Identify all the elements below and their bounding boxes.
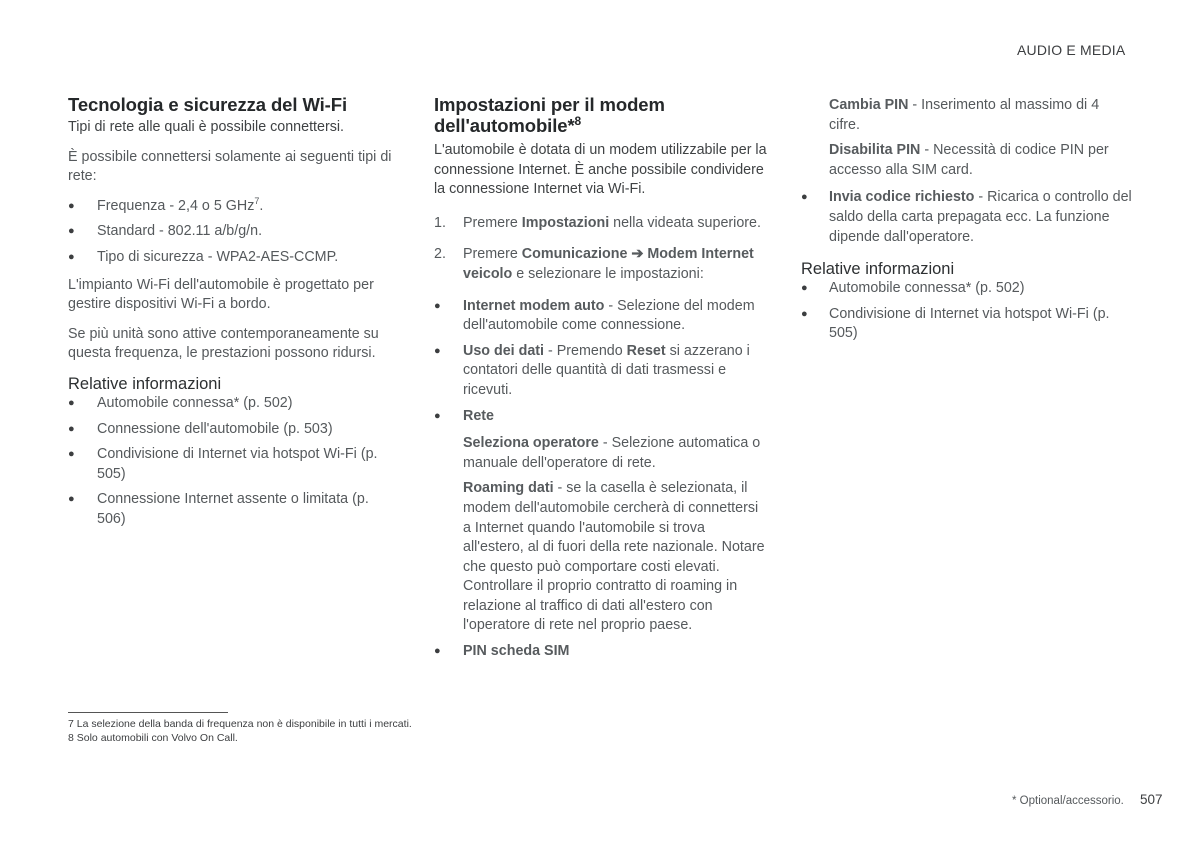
section-header: AUDIO E MEDIA	[1017, 42, 1126, 58]
network-types-list	[68, 197, 400, 268]
frequency-tail: .	[259, 197, 264, 214]
page-number: 507	[1140, 792, 1163, 807]
list-item	[68, 222, 400, 242]
related-info-list	[801, 279, 1133, 344]
footnote-8: 8 Solo automobili con Volvo On Call.	[68, 732, 238, 744]
step-number: 1.	[434, 214, 446, 231]
bullet-dot-icon: ●	[68, 396, 75, 409]
related-link[interactable]: ● Condivisione di Internet via hotspot Wi-Fi (p. 505)	[68, 446, 378, 482]
related-link[interactable]: ● Connessione Internet assente o limitata (p. 506)	[68, 491, 369, 527]
list-item: ● Uso dei dati - Premendo Reset si azzerano i contatori delle quantità di dati trasmessi e ricevuti.	[434, 342, 750, 398]
bullet-dot-icon: ●	[68, 422, 75, 435]
list-item	[68, 248, 400, 268]
settings-label: Impostazioni	[521, 214, 610, 231]
list-item	[68, 197, 400, 217]
list-item: ● Rete	[434, 407, 768, 427]
footnote-divider	[68, 712, 228, 713]
security-type-text: Tipo di sicurezza - WPA2-AES-CCMP.	[97, 248, 339, 265]
list-item: ● Invia codice richiesto - Ricarica o controllo del saldo della carta prepagata ecc. La funzione dipende dall'operatore.	[801, 189, 1132, 245]
select-operator-paragraph: Seleziona operatore - Selezione automatica o manuale dell'operatore di rete.	[463, 435, 761, 471]
steps-list	[434, 214, 768, 285]
sim-list	[434, 642, 768, 662]
bullet-dot-icon: ●	[434, 645, 441, 658]
roaming-paragraph: Roaming dati - se la casella è selezionata, il modem dell'automobile cercherà di connettersi a Internet quando l'automobile si trova all'estero, al di fuori della rete nazionale. Notare che questo può comportare costi elevati. Controllare il proprio contratto di roaming in relazione al traffico di dati all'estero con l'operatore di rete nel proprio paese.	[463, 480, 765, 634]
related-link[interactable]: ● Connessione dell'automobile (p. 503)	[68, 420, 400, 440]
footnote-7: 7 La selezione della banda di frequenza non è disponibile in tutti i mercati.	[68, 718, 412, 730]
list-item: ● PIN scheda SIM	[434, 642, 768, 662]
bullet-dot-icon: ●	[801, 191, 808, 204]
send-code-list	[801, 188, 1133, 247]
optional-accessory-note: * Optional/accessorio.	[1012, 795, 1124, 807]
bullet-dot-icon: ●	[68, 448, 75, 461]
related-info-title: Relative informazioni	[801, 260, 955, 279]
bullet-dot-icon: ●	[68, 225, 75, 238]
modem-settings-title: Impostazioni per il modem dell'automobile*$^8$	[434, 94, 665, 136]
change-pin-paragraph: Cambia PIN - Inserimento al massimo di 4 cifre.	[829, 97, 1100, 133]
bullet-dot-icon: ●	[68, 250, 75, 263]
related-link[interactable]: ● Automobile connessa* (p. 502)	[801, 279, 1133, 299]
list-item: ● Internet modem auto - Selezione del modem dell'automobile come connessione.	[434, 297, 755, 334]
wifi-security-title: Tecnologia e sicurezza del Wi-Fi	[68, 94, 347, 115]
step-item: 1. Premere Impostazioni nella videata superiore.	[434, 214, 768, 234]
wifi-security-lead: Tipi di rete alle quali è possibile connettersi.	[68, 119, 345, 135]
wifi-network-types-intro: È possibile connettersi solamente ai seguenti tipi di rete:	[68, 148, 392, 185]
frequency-text: Frequenza - 2,4 o 5 GHz	[97, 197, 255, 214]
related-info-list	[68, 394, 400, 530]
column-modem-settings	[434, 94, 768, 670]
related-link[interactable]: ● Automobile connessa* (p. 502)	[68, 394, 400, 414]
step-number: 2.	[434, 246, 446, 263]
bullet-dot-icon: ●	[434, 409, 441, 422]
column-wifi-security	[68, 94, 400, 538]
modem-lead: L'automobile è dotata di un modem utilizzabile per la connessione Internet. È anche possibile condividere la connessione Internet via Wi-Fi.	[434, 142, 767, 198]
standard-text: Standard - 802.11 a/b/g/n.	[97, 223, 263, 240]
bullet-dot-icon: ●	[434, 344, 441, 357]
bullet-dot-icon: ●	[801, 282, 808, 295]
footnote-ref-8: 8	[574, 113, 582, 128]
modem-options-list	[434, 297, 768, 427]
footnotes	[68, 717, 412, 745]
bullet-dot-icon: ●	[434, 299, 441, 312]
disable-pin-paragraph: Disabilita PIN - Necessità di codice PIN per accesso alla SIM card.	[829, 142, 1109, 178]
footnote-ref-7: 7	[254, 196, 260, 207]
related-link[interactable]: ● Condivisione di Internet via hotspot Wi-Fi (p. 505)	[801, 305, 1110, 342]
related-info-title: Relative informazioni	[68, 374, 222, 393]
bullet-dot-icon: ●	[801, 307, 808, 320]
bullet-dot-icon: ●	[68, 199, 75, 212]
step-item: 2. Premere Comunicazione ➔ Modem Internet veicolo e selezionare le impostazioni:	[434, 246, 754, 282]
column-pin-settings	[801, 96, 1133, 352]
bullet-dot-icon: ●	[68, 493, 75, 506]
wifi-system-paragraph: L'impianto Wi-Fi dell'automobile è progettato per gestire dispositivi Wi-Fi a bordo.	[68, 276, 374, 313]
performance-paragraph: Se più unità sono attive contemporaneamente su questa frequenza, le prestazioni possono ridursi.	[68, 325, 379, 362]
communication-label: Comunicazione ➔ Modem Internet veicolo	[463, 246, 754, 282]
